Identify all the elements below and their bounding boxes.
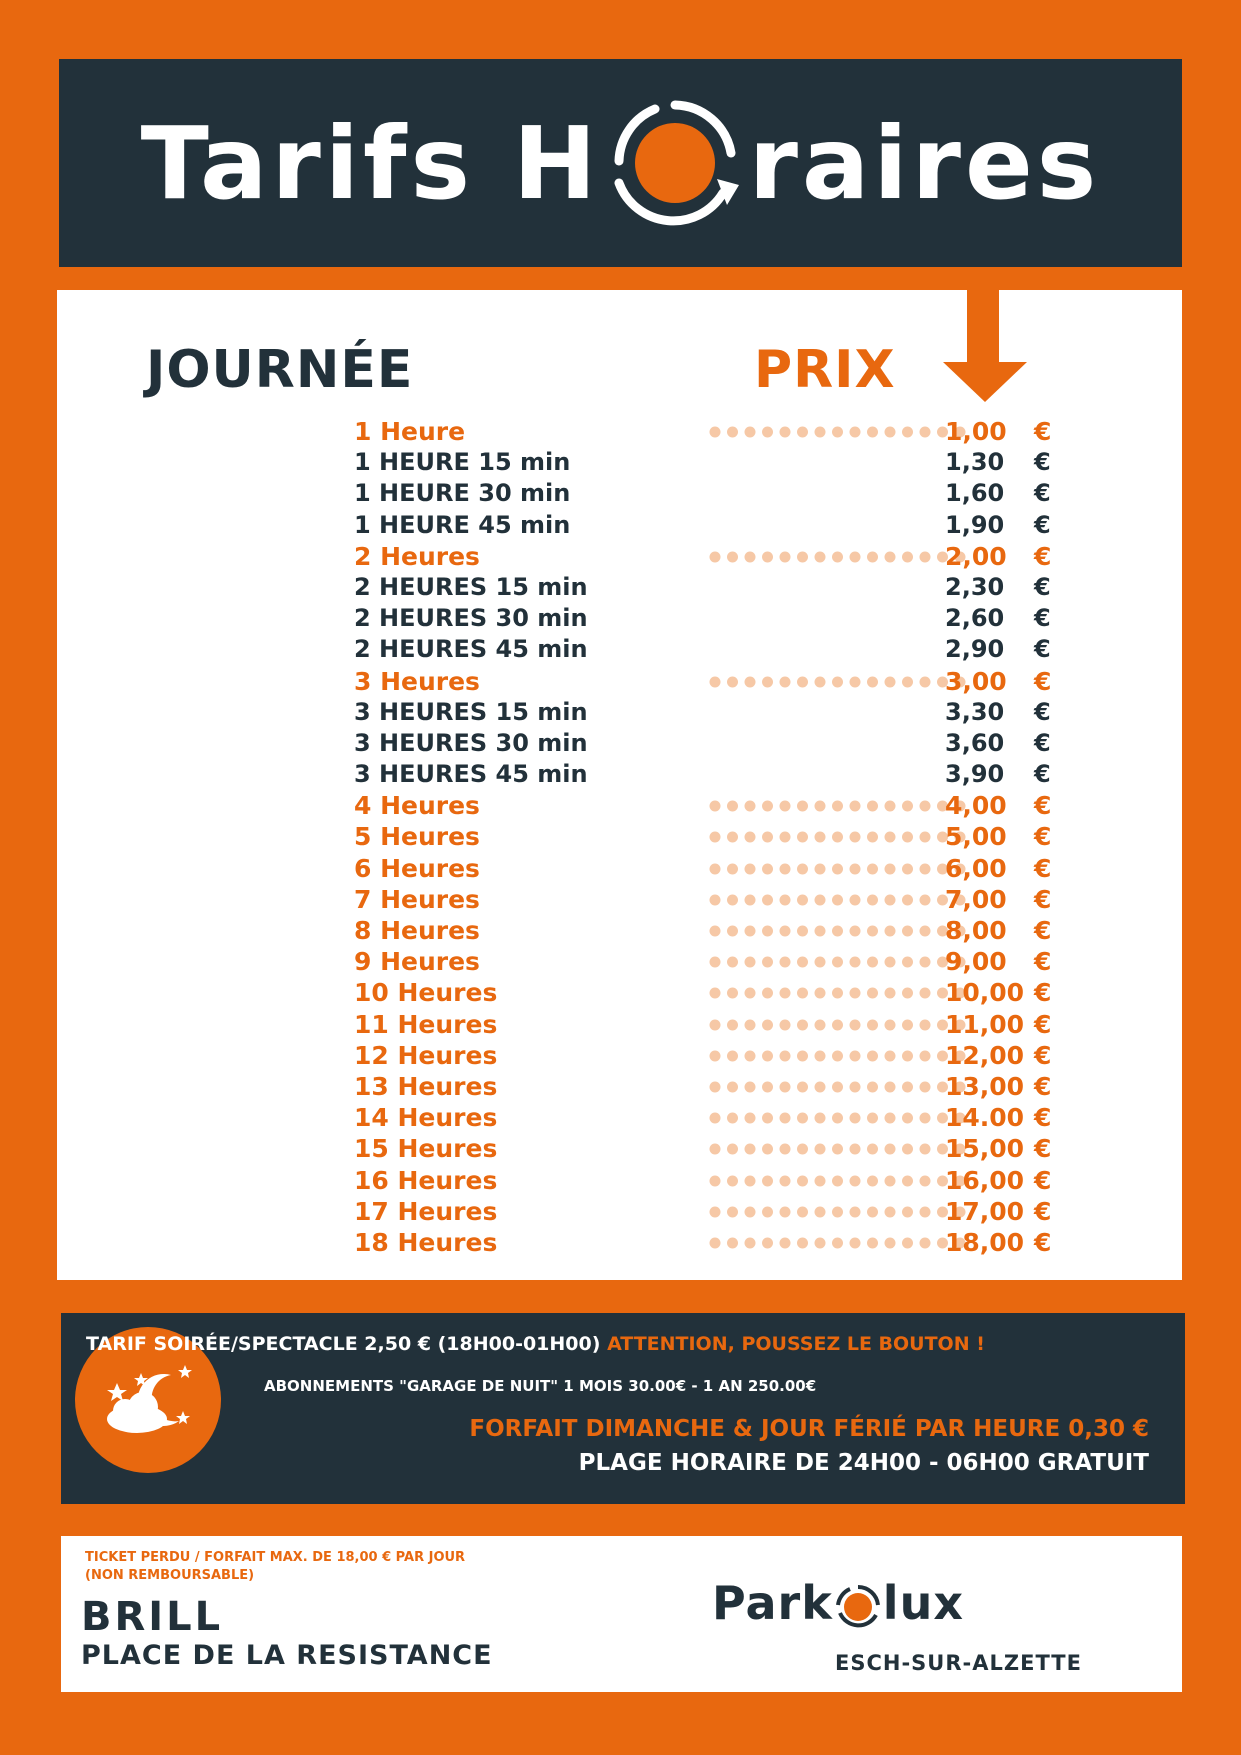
logo-text-left: Park [712,1576,833,1630]
currency-symbol: € [1034,1196,1052,1226]
rate-duration: 1 HEURE 45 min [354,510,571,539]
rate-price: 5,00 [945,822,1007,852]
dotted-leader [709,977,981,1008]
dotted-leader [709,1040,981,1071]
rate-duration: 9 Heures [354,947,480,977]
rate-row [354,1133,1114,1164]
rate-row [354,603,1114,634]
rate-duration: 2 HEURES 30 min [354,604,588,633]
rate-duration: 4 Heures [354,791,480,821]
rate-duration: 7 Heures [354,884,480,914]
rate-price: 1,00 [945,417,1007,446]
currency-symbol: € [1034,1165,1052,1195]
rate-row [354,572,1114,603]
rate-price: 2,90 [945,635,1005,664]
rate-row [354,634,1114,665]
rate-price: 14.00 [945,1103,1025,1133]
dotted-leader [709,666,981,697]
currency-symbol: € [1034,697,1051,726]
currency-symbol: € [1034,448,1051,477]
rate-duration: 8 Heures [354,916,480,945]
rate-price: 3,90 [945,760,1005,789]
dotted-leader [709,1071,981,1102]
currency-symbol: € [1034,978,1052,1008]
rate-price: 16,00 [945,1165,1025,1195]
evening-rate: TARIF SOIRÉE/SPECTACLE 2,50 € (18H00-01H00) [86,1333,601,1355]
rate-duration: 12 Heures [354,1040,498,1070]
clock-o-icon [605,93,745,233]
rate-row [354,478,1114,509]
rate-price: 18,00 [945,1227,1025,1257]
currency-symbol: € [1034,1071,1052,1101]
currency-symbol: € [1034,822,1052,852]
rate-row [354,790,1114,821]
rate-row [354,1071,1114,1102]
lost-ticket-notice [85,1549,605,1585]
dotted-leader [709,821,981,852]
rate-price: 1,90 [945,510,1005,539]
currency-symbol: € [1034,853,1052,883]
rate-row [354,759,1114,790]
currency-symbol: € [1034,572,1051,601]
rate-row [354,1009,1114,1040]
rate-row [354,915,1114,946]
rate-duration: 1 HEURE 30 min [354,479,571,508]
currency-symbol: € [1034,417,1052,446]
currency-symbol: € [1034,916,1052,945]
rate-row [354,1040,1114,1071]
rate-duration: 2 HEURES 15 min [354,572,588,601]
rate-price: 13,00 [945,1071,1025,1101]
rate-row [354,510,1114,541]
dotted-leader [709,853,981,884]
rate-price: 9,00 [945,947,1007,977]
rate-duration: 13 Heures [354,1071,498,1101]
rate-duration: 3 Heures [354,666,480,696]
rate-price: 15,00 [945,1134,1025,1164]
parking-address: PLACE DE LA RESISTANCE [81,1640,493,1671]
parking-name: BRILL [81,1594,224,1640]
page-title [59,59,1182,267]
rate-price: 2,00 [945,541,1007,571]
free-hours: PLAGE HORAIRE DE 24H00 - 06H00 GRATUIT [578,1450,1149,1476]
journee-heading: JOURNÉE [146,340,414,400]
push-button-warning: ATTENTION, POUSSEZ LE BOUTON ! [607,1333,985,1355]
dotted-leader [709,946,981,977]
rate-price: 1,60 [945,479,1005,508]
rate-duration: 1 Heure [354,417,466,446]
currency-symbol: € [1034,728,1051,757]
city-name: ESCH-SUR-ALZETTE [835,1651,1082,1675]
down-arrow-icon [943,290,1027,402]
dotted-leader [709,1102,981,1133]
rate-row [354,1196,1114,1227]
currency-symbol: € [1034,1103,1052,1133]
currency-symbol: € [1034,1009,1052,1039]
dotted-leader [709,1196,981,1227]
rate-price: 17,00 [945,1196,1025,1226]
dotted-leader [709,1227,981,1258]
rate-duration: 15 Heures [354,1134,498,1164]
rate-duration: 5 Heures [354,822,480,852]
prix-heading: PRIX [754,340,896,400]
currency-symbol: € [1034,479,1051,508]
rate-duration: 3 HEURES 15 min [354,697,588,726]
currency-symbol: € [1034,1227,1052,1257]
dotted-leader [709,790,981,821]
rate-price: 2,30 [945,572,1005,601]
rate-duration: 17 Heures [354,1196,498,1226]
rate-duration: 2 Heures [354,541,480,571]
rate-price: 4,00 [945,791,1007,821]
lost-ticket-text: TICKET PERDU / FORFAIT MAX. DE 18,00 € PAR JOUR [85,1550,466,1565]
rate-row [354,447,1114,478]
rate-row [354,884,1114,915]
rate-price: 1,30 [945,448,1005,477]
currency-symbol: € [1034,884,1052,914]
rate-row [354,1165,1114,1196]
title-right: raires [748,104,1101,222]
rate-duration: 18 Heures [354,1227,498,1257]
header-banner [59,59,1182,267]
rate-row [354,416,1114,447]
rate-duration: 1 HEURE 15 min [354,448,571,477]
rate-duration: 14 Heures [354,1103,498,1133]
footer-panel [61,1536,1182,1692]
logo-o-icon [834,1583,882,1631]
dotted-leader [709,915,981,946]
rate-price: 3,00 [945,666,1007,696]
rate-row [354,666,1114,697]
rate-price: 2,60 [945,604,1005,633]
evening-rate-line [86,1333,985,1355]
dotted-leader [709,1009,981,1040]
rate-price: 7,00 [945,884,1007,914]
rate-price: 11,00 [945,1009,1025,1039]
rate-row [354,977,1114,1008]
dotted-leader [709,416,981,447]
rate-row [354,1102,1114,1133]
rates-card [57,290,1182,1280]
parkolux-logo [712,1576,964,1631]
currency-symbol: € [1034,947,1052,977]
rate-price: 8,00 [945,916,1007,945]
dotted-leader [709,884,981,915]
night-info-panel [61,1313,1185,1504]
rate-price: 10,00 [945,978,1025,1008]
currency-symbol: € [1034,541,1052,571]
rate-row [354,697,1114,728]
rates-list [354,416,1114,1258]
rate-duration: 3 HEURES 30 min [354,728,588,757]
sunday-holiday-rate: FORFAIT DIMANCHE & JOUR FÉRIÉ PAR HEURE 0,30 € [469,1416,1149,1442]
dotted-leader [709,1165,981,1196]
rate-duration: 11 Heures [354,1009,498,1039]
rate-price: 3,30 [945,697,1005,726]
rate-row [354,728,1114,759]
rate-duration: 6 Heures [354,853,480,883]
currency-symbol: € [1034,760,1051,789]
currency-symbol: € [1034,1134,1052,1164]
currency-symbol: € [1034,666,1052,696]
rate-row [354,1227,1114,1258]
dotted-leader [709,1133,981,1164]
rate-duration: 3 HEURES 45 min [354,760,588,789]
night-subscription: ABONNEMENTS "GARAGE DE NUIT" 1 MOIS 30.00€ - 1 AN 250.00€ [264,1377,817,1395]
currency-symbol: € [1034,604,1051,633]
rate-duration: 2 HEURES 45 min [354,635,588,664]
currency-symbol: € [1034,791,1052,821]
rate-duration: 16 Heures [354,1165,498,1195]
rate-price: 12,00 [945,1040,1025,1070]
rate-row [354,946,1114,977]
rate-duration: 10 Heures [354,978,498,1008]
currency-symbol: € [1034,1040,1052,1070]
dotted-leader [709,541,981,572]
currency-symbol: € [1034,635,1051,664]
rate-price: 3,60 [945,728,1005,757]
rate-row [354,541,1114,572]
lost-ticket-note: (NON REMBOURSABLE) [85,1568,255,1583]
rate-row [354,821,1114,852]
title-left: Tarifs H [140,104,601,222]
logo-text-right: lux [882,1576,964,1630]
rate-price: 6,00 [945,853,1007,883]
rate-row [354,853,1114,884]
currency-symbol: € [1034,510,1051,539]
